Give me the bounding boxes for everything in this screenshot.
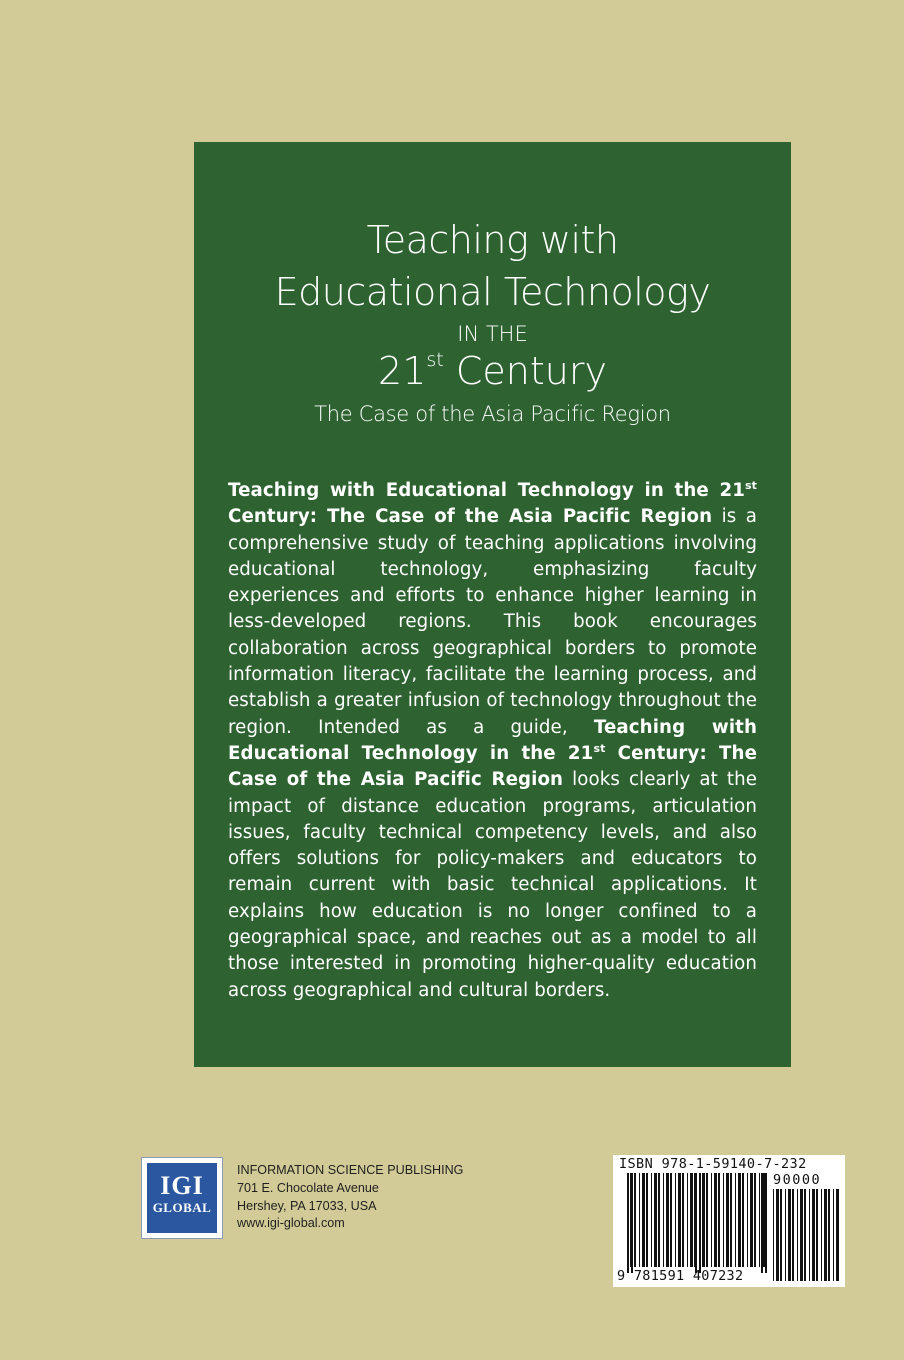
barcode-bar	[776, 1189, 779, 1281]
barcode-bar	[804, 1189, 806, 1281]
barcode-bar	[670, 1173, 672, 1267]
barcode-bar	[646, 1173, 648, 1267]
barcode-bar	[809, 1189, 810, 1281]
barcode-bar	[639, 1173, 640, 1267]
barcode-bar	[682, 1173, 684, 1267]
desc-bold1-text: Teaching with Educational Technology in the 21	[228, 480, 745, 501]
barcode-addon-text: 90000	[773, 1172, 822, 1188]
logo-badge	[147, 1163, 217, 1233]
publisher-address-2: Hershey, PA 17033, USA	[237, 1198, 377, 1213]
desc-bold2-text: Teaching with Educational Technology in the 21	[228, 716, 757, 764]
title-in-the: IN THE	[457, 322, 528, 346]
book-title	[194, 214, 791, 430]
barcode-bar	[690, 1173, 693, 1267]
barcode-bar	[788, 1189, 791, 1281]
desc-bold2-cont: Century: The Case of the Asia Pacific Region	[228, 742, 758, 791]
barcode-bar	[821, 1189, 822, 1281]
desc-bold1-sup: st	[744, 479, 757, 492]
barcode-guard-bar	[695, 1173, 697, 1273]
barcode-bar	[730, 1173, 732, 1267]
barcode-bar	[836, 1189, 839, 1281]
barcode-bar	[750, 1173, 753, 1267]
barcode-guard-bar	[765, 1173, 767, 1273]
barcode-bar	[706, 1173, 708, 1267]
barcode-bar	[792, 1189, 794, 1281]
barcode-bar	[812, 1189, 815, 1281]
barcode-bar	[828, 1189, 830, 1281]
cover-panel	[194, 142, 791, 1067]
title-line-1: Teaching with	[366, 218, 619, 262]
century-number: 21	[378, 349, 427, 393]
barcode-bar	[738, 1173, 741, 1267]
barcode-bar	[658, 1173, 660, 1267]
publisher-info	[237, 1162, 463, 1233]
barcode-bar	[702, 1173, 705, 1267]
barcode-bar	[714, 1173, 717, 1267]
logo-global-text: GLOBAL	[152, 1200, 212, 1215]
barcode-bar	[651, 1173, 652, 1267]
barcode-bar	[797, 1189, 798, 1281]
publisher-website: www.igi-global.com	[237, 1216, 345, 1231]
barcode-bar	[785, 1189, 786, 1281]
barcode-guard-bar	[627, 1173, 629, 1273]
barcode-bar	[634, 1173, 636, 1267]
barcode-number-text: 9 781591 407232	[617, 1268, 744, 1284]
book-subtitle: The Case of the Asia Pacific Region	[314, 402, 671, 426]
barcode-bar	[780, 1189, 782, 1281]
barcode-bar	[663, 1173, 664, 1267]
barcode-bar	[759, 1173, 760, 1267]
barcode-isbn-text: ISBN 978-1-59140-7-232	[619, 1156, 807, 1172]
desc-text-1: is a comprehensive study of teaching applications involving educational technology, emphasizing faculty experiences and efforts to enhance higher learning in less-developed regions. This book encourages collaboration across geographical borders to promote information literacy, facilitate the learning process, and establish a greater infusion of technology throughout the region. Intended as a guide,	[228, 506, 757, 738]
barcode-guard-bar	[631, 1173, 633, 1273]
barcode-bar	[687, 1173, 688, 1267]
barcode-bar	[726, 1173, 729, 1267]
barcode-bar	[675, 1173, 676, 1267]
desc-bold1-cont: Century: The Case of the Asia Pacific Region	[228, 506, 713, 528]
barcode-bar	[654, 1173, 657, 1267]
barcode-bar	[824, 1189, 827, 1281]
barcode-bar	[742, 1173, 744, 1267]
igi-global-logo	[141, 1157, 223, 1239]
publisher-name: INFORMATION SCIENCE PUBLISHING	[237, 1163, 464, 1177]
desc-bold2-sup: st	[593, 741, 606, 755]
century-ordinal: st	[426, 349, 444, 371]
barcode-bar	[666, 1173, 669, 1267]
desc-text-2: looks clearly at the impact of distance education programs, articulation issues, faculty technical competency levels, and also offers solutions for policy-makers and educators to remain current with basic technical applications. It explains how education is no longer confined to a geographical space, and reaches out as a model to all those interested in promoting higher-quality education across geographical and cultural borders.	[228, 769, 757, 1001]
isbn-barcode	[613, 1155, 845, 1287]
barcode-bar	[642, 1173, 645, 1267]
barcode-bar	[754, 1173, 756, 1267]
barcode-bar	[718, 1173, 720, 1267]
barcode-guard-bar	[699, 1173, 701, 1273]
barcode-bar	[747, 1173, 748, 1267]
barcode-bar	[800, 1189, 803, 1281]
barcode-bar	[816, 1189, 818, 1281]
logo-igi-text: IGI	[160, 1171, 204, 1200]
desc-bold-title-1	[228, 480, 757, 527]
barcode-bar	[678, 1173, 681, 1267]
barcode-bar	[711, 1173, 712, 1267]
barcode-guard-bar	[761, 1173, 763, 1273]
publisher-address-1: 701 E. Chocolate Avenue	[237, 1180, 379, 1195]
barcode-bar	[723, 1173, 724, 1267]
barcode-bar	[735, 1173, 736, 1267]
century-word: Century	[443, 349, 607, 393]
title-line-2: Educational Technology	[274, 270, 711, 314]
barcode-bar	[773, 1189, 774, 1281]
title-century	[194, 348, 791, 394]
barcode-bar	[833, 1189, 834, 1281]
book-description	[228, 478, 757, 1004]
